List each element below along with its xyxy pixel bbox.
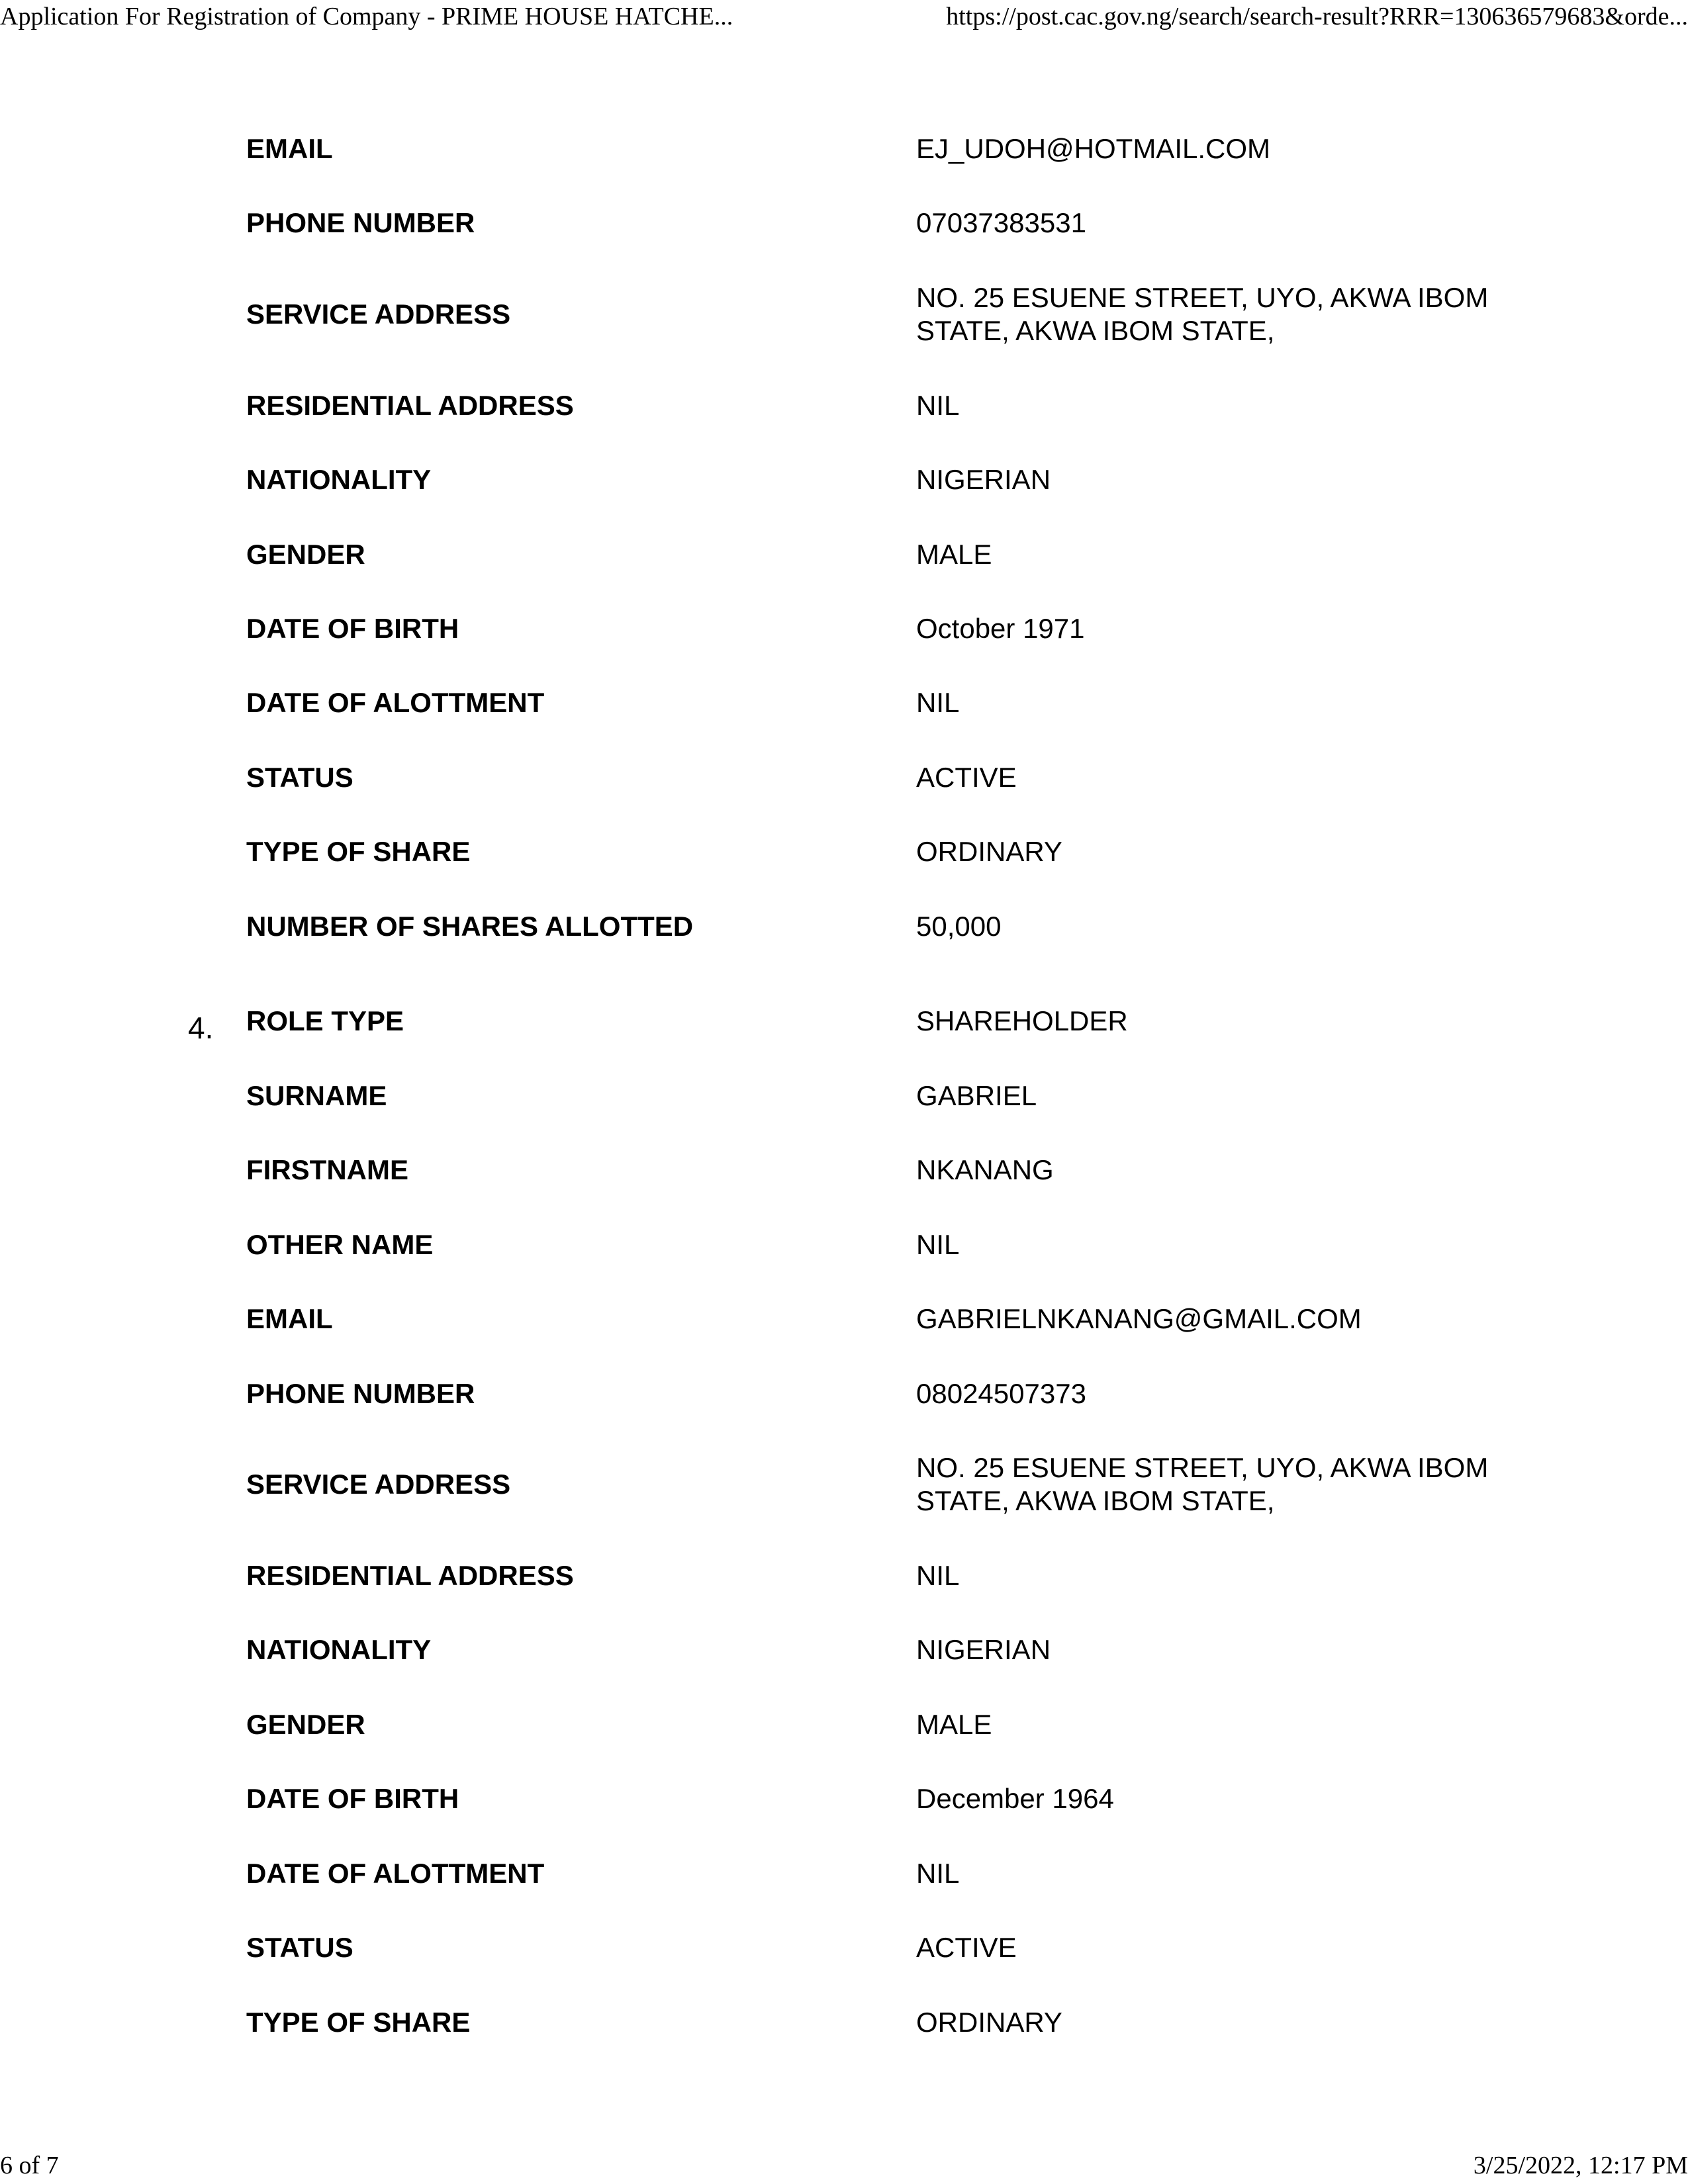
- field-value: NO. 25 ESUENE STREET, UYO, AKWA IBOM STATE, AKWA IBOM STATE,: [916, 1452, 1489, 1516]
- field-label: SERVICE ADDRESS: [246, 1469, 511, 1500]
- field-label: SURNAME: [246, 1080, 387, 1111]
- field-label: OTHER NAME: [246, 1229, 434, 1260]
- document-title: Application For Registration of Company - PRIME HOUSE HATCHE...: [0, 3, 733, 30]
- field-label: PHONE NUMBER: [246, 1378, 475, 1409]
- field-value: ACTIVE: [916, 1932, 1017, 1963]
- field-label: FIRSTNAME: [246, 1154, 408, 1185]
- field-value: GABRIELNKANANG@GMAIL.COM: [916, 1303, 1362, 1334]
- field-label: DATE OF ALOTTMENT: [246, 1858, 545, 1889]
- field-value: December 1964: [916, 1783, 1114, 1814]
- field-label: NATIONALITY: [246, 464, 432, 495]
- field-value: MALE: [916, 539, 992, 570]
- field-label: DATE OF BIRTH: [246, 613, 459, 644]
- field-label: DATE OF ALOTTMENT: [246, 687, 545, 718]
- page-counter: 6 of 7: [0, 2152, 59, 2179]
- field-value: ORDINARY: [916, 2007, 1062, 2038]
- field-label: SERVICE ADDRESS: [246, 298, 511, 330]
- field-label: STATUS: [246, 1932, 353, 1963]
- field-value: NIL: [916, 1858, 960, 1889]
- field-value: NIGERIAN: [916, 464, 1051, 495]
- field-value: ACTIVE: [916, 762, 1017, 793]
- field-label: PHONE NUMBER: [246, 207, 475, 238]
- field-label: EMAIL: [246, 133, 333, 164]
- field-label: NUMBER OF SHARES ALLOTTED: [246, 911, 694, 942]
- field-value: GABRIEL: [916, 1080, 1037, 1111]
- field-value: 08024507373: [916, 1378, 1086, 1409]
- field-value: SHAREHOLDER: [916, 1005, 1128, 1036]
- field-label: TYPE OF SHARE: [246, 2007, 471, 2038]
- field-label: EMAIL: [246, 1303, 333, 1334]
- field-label: NATIONALITY: [246, 1634, 432, 1665]
- page-url: https://post.cac.gov.ng/search/search-result?RRR=130636579683&orde...: [946, 3, 1688, 30]
- field-label: DATE OF BIRTH: [246, 1783, 459, 1814]
- field-label: TYPE OF SHARE: [246, 836, 471, 867]
- field-label: GENDER: [246, 539, 365, 570]
- field-value: MALE: [916, 1709, 992, 1740]
- field-label: RESIDENTIAL ADDRESS: [246, 1560, 574, 1591]
- field-value: ORDINARY: [916, 836, 1062, 867]
- field-value: NKANANG: [916, 1154, 1054, 1185]
- field-label: RESIDENTIAL ADDRESS: [246, 390, 574, 421]
- field-label: STATUS: [246, 762, 353, 793]
- field-value: NIL: [916, 390, 960, 421]
- print-datetime: 3/25/2022, 12:17 PM: [1473, 2152, 1688, 2179]
- field-label: GENDER: [246, 1709, 365, 1740]
- field-value: 07037383531: [916, 207, 1086, 238]
- field-label: ROLE TYPE: [246, 1005, 404, 1036]
- field-value: EJ_UDOH@HOTMAIL.COM: [916, 133, 1271, 164]
- field-value: NIL: [916, 1229, 960, 1260]
- field-value: NIL: [916, 1560, 960, 1591]
- record-number: 4.: [188, 1011, 214, 1045]
- field-value: 50,000: [916, 911, 1002, 942]
- field-value: NIL: [916, 687, 960, 718]
- field-value: NIGERIAN: [916, 1634, 1051, 1665]
- field-value: NO. 25 ESUENE STREET, UYO, AKWA IBOM STATE, AKWA IBOM STATE,: [916, 282, 1489, 346]
- field-value: October 1971: [916, 613, 1085, 644]
